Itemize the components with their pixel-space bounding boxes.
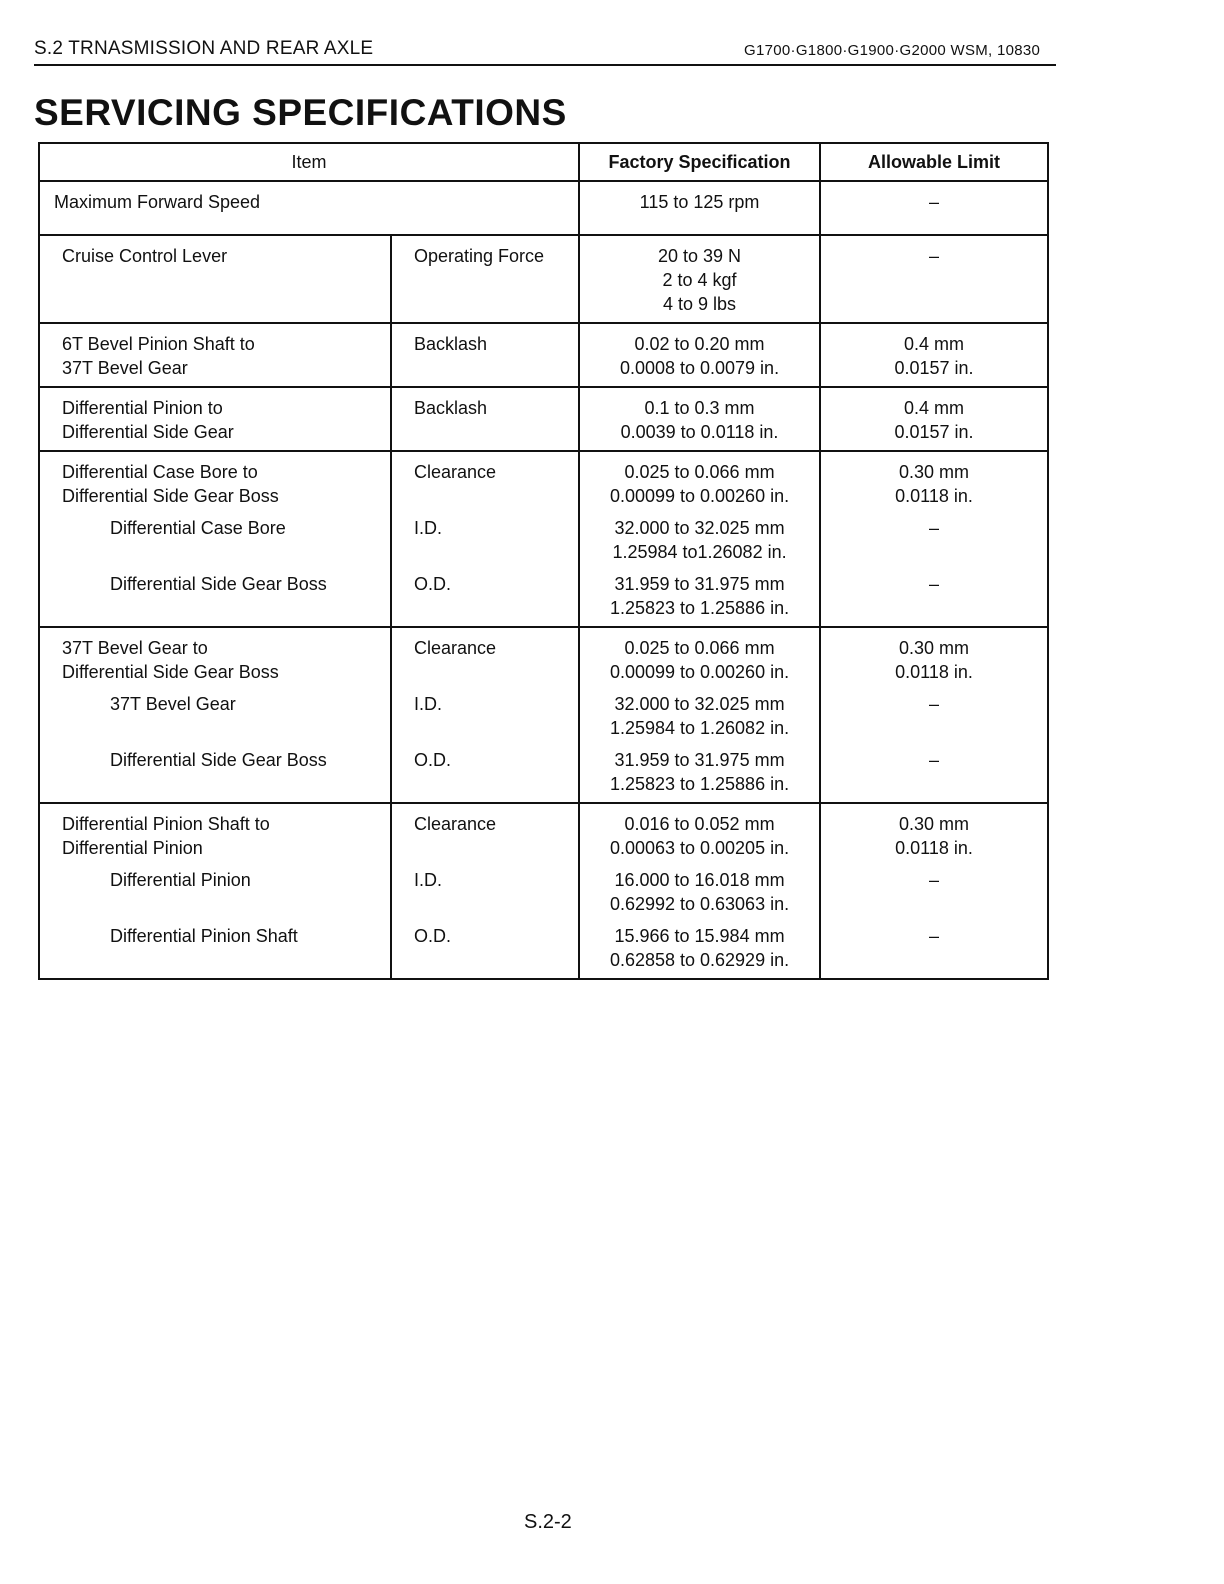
item-text: Differential Side Gear Boss [62, 486, 279, 506]
item-text: 37T Bevel Gear to [62, 638, 208, 658]
item-text: Differential Pinion [62, 838, 203, 858]
allowable-limit-cell [820, 387, 1048, 451]
item-text: Differential Side Gear Boss [62, 662, 279, 682]
parameter-block [414, 460, 572, 508]
header-divider [34, 64, 1056, 66]
factory-specification-text: 2 to 4 kgf [662, 270, 737, 290]
item-text: Differential Side Gear Boss [110, 574, 327, 594]
factory-specification-block [584, 636, 815, 684]
factory-specification-block [584, 692, 815, 740]
item-text: Differential Pinion Shaft [110, 926, 298, 946]
allowable-limit-text: 0.0118 in. [895, 838, 973, 858]
factory-specification-block [584, 812, 815, 860]
allowable-limit-block [825, 748, 1043, 796]
item-text: Cruise Control Lever [62, 246, 228, 266]
factory-specification-text: 0.02 to 0.20 mm [634, 334, 765, 354]
allowable-limit-text: – [929, 518, 940, 538]
parameter-block [414, 516, 572, 564]
factory-specification-text: 32.000 to 32.025 mm [614, 694, 785, 714]
factory-specification-text: 0.00099 to 0.00260 in. [609, 662, 790, 682]
factory-specification-cell [579, 323, 820, 387]
item-block [62, 572, 380, 620]
factory-specification-text: 115 to 125 rpm [639, 192, 760, 212]
allowable-limit-text: – [929, 574, 940, 594]
section-header: S.2 TRNASMISSION AND REAR AXLE [34, 38, 374, 59]
factory-specification-cell [579, 627, 820, 803]
factory-specification-text: 1.25984 to 1.26082 in. [609, 718, 790, 738]
allowable-limit-text: – [929, 246, 940, 266]
parameter-cell [391, 387, 579, 451]
page-number: S.2-2 [524, 1511, 572, 1533]
item-cell [39, 323, 391, 387]
item-block [62, 748, 380, 796]
allowable-limit-block [825, 460, 1043, 508]
model-header: G1700·G1800·G1900·G2000 WSM, 10830 [744, 42, 1041, 59]
factory-specification-cell [579, 803, 820, 979]
factory-specification-cell [579, 181, 820, 235]
parameter-cell [391, 451, 579, 627]
factory-specification-text: 16.000 to 16.018 mm [614, 870, 785, 890]
factory-specification-text: 0.00063 to 0.00205 in. [609, 838, 790, 858]
parameter-cell [391, 323, 579, 387]
allowable-limit-text: 0.30 mm [899, 638, 970, 658]
item-cell [39, 181, 579, 235]
item-column-header: Item [39, 143, 579, 181]
factory-specification-cell [579, 451, 820, 627]
factory-specification-text: 0.62992 to 0.63063 in. [609, 894, 790, 914]
item-block [62, 460, 380, 508]
factory-specification-cell [579, 387, 820, 451]
factory-specification-text: 0.00099 to 0.00260 in. [609, 486, 790, 506]
item-text: Differential Pinion [110, 870, 251, 890]
table-body [39, 181, 1048, 979]
item-block [62, 636, 380, 684]
item-block [62, 812, 380, 860]
allowable-limit-text: 0.4 mm [904, 398, 965, 418]
parameter-block [414, 868, 572, 916]
item-cell [39, 803, 391, 979]
allowable-limit-text: 0.0157 in. [894, 422, 974, 442]
parameter-block [414, 636, 572, 684]
parameter-text: Backlash [414, 334, 488, 354]
factory-specification-cell [579, 235, 820, 323]
factory-specification-column-header: Factory Specification [579, 143, 820, 181]
factory-specification-text: 0.0039 to 0.0118 in. [620, 422, 779, 442]
factory-specification-text: 32.000 to 32.025 mm [614, 518, 785, 538]
factory-specification-text: 0.025 to 0.066 mm [624, 638, 775, 658]
factory-specification-text: 1.25823 to 1.25886 in. [609, 598, 790, 618]
parameter-text: I.D. [414, 694, 443, 714]
parameter-text: O.D. [414, 574, 452, 594]
table-row [39, 627, 1048, 803]
item-text: Differential Side Gear Boss [110, 750, 327, 770]
factory-specification-block [584, 516, 815, 564]
item-text: Differential Pinion Shaft to [62, 814, 270, 834]
parameter-cell [391, 627, 579, 803]
parameter-text: O.D. [414, 926, 452, 946]
allowable-limit-block [825, 572, 1043, 620]
parameter-cell [391, 803, 579, 979]
table-row [39, 387, 1048, 451]
factory-specification-text: 1.25823 to 1.25886 in. [609, 774, 790, 794]
item-cell [39, 235, 391, 323]
item-text: Differential Case Bore [110, 518, 286, 538]
table-row [39, 451, 1048, 627]
table-row [39, 235, 1048, 323]
table-row [39, 803, 1048, 979]
factory-specification-block [584, 868, 815, 916]
parameter-block [414, 572, 572, 620]
factory-specification-text: 0.016 to 0.052 mm [624, 814, 775, 834]
factory-specification-text: 31.959 to 31.975 mm [614, 750, 785, 770]
factory-specification-text: 0.025 to 0.066 mm [624, 462, 775, 482]
allowable-limit-text: 0.30 mm [899, 814, 970, 834]
table-row [39, 181, 1048, 235]
allowable-limit-text: – [929, 926, 940, 946]
parameter-text: Backlash [414, 398, 488, 418]
allowable-limit-text: 0.0118 in. [895, 486, 973, 506]
factory-specification-text: 4 to 9 lbs [662, 294, 737, 314]
allowable-limit-block [825, 692, 1043, 740]
allowable-limit-cell [820, 803, 1048, 979]
allowable-limit-cell [820, 451, 1048, 627]
parameter-text: I.D. [414, 870, 443, 890]
parameter-block [414, 812, 572, 860]
parameter-block [414, 748, 572, 796]
item-text: 37T Bevel Gear [110, 694, 236, 714]
allowable-limit-text: 0.30 mm [899, 462, 970, 482]
allowable-limit-text: 0.0118 in. [895, 662, 973, 682]
parameter-text: Clearance [414, 462, 497, 482]
factory-specification-text: 0.1 to 0.3 mm [644, 398, 755, 418]
allowable-limit-text: 0.0157 in. [894, 358, 974, 378]
item-text: Differential Case Bore to [62, 462, 258, 482]
item-cell [39, 387, 391, 451]
factory-specification-block [584, 460, 815, 508]
allowable-limit-block [825, 636, 1043, 684]
factory-specification-text: 0.0008 to 0.0079 in. [619, 358, 780, 378]
parameter-text: Clearance [414, 638, 497, 658]
item-cell [39, 627, 391, 803]
allowable-limit-block [825, 516, 1043, 564]
allowable-limit-text: – [929, 694, 940, 714]
parameter-text: Operating Force [414, 246, 545, 266]
item-block [62, 516, 380, 564]
factory-specification-block [584, 924, 815, 972]
allowable-limit-block [825, 924, 1043, 972]
item-text: Differential Pinion to [62, 398, 223, 418]
item-cell [39, 451, 391, 627]
servicing-specifications-table [38, 142, 1049, 980]
allowable-limit-column-header: Allowable Limit [820, 143, 1048, 181]
allowable-limit-block [825, 812, 1043, 860]
factory-specification-text: 31.959 to 31.975 mm [614, 574, 785, 594]
item-text: Differential Side Gear [62, 422, 234, 442]
allowable-limit-block [825, 868, 1043, 916]
item-block [62, 692, 380, 740]
parameter-block [414, 692, 572, 740]
item-block [62, 868, 380, 916]
allowable-limit-cell [820, 627, 1048, 803]
parameter-text: O.D. [414, 750, 452, 770]
allowable-limit-cell [820, 235, 1048, 323]
parameter-cell [391, 235, 579, 323]
page-title: SERVICING SPECIFICATIONS [34, 92, 567, 133]
factory-specification-text: 20 to 39 N [657, 246, 742, 266]
item-text: Maximum Forward Speed [54, 192, 261, 212]
item-text: 6T Bevel Pinion Shaft to [62, 334, 255, 354]
factory-specification-block [584, 572, 815, 620]
factory-specification-text: 15.966 to 15.984 mm [614, 926, 785, 946]
item-text: 37T Bevel Gear [62, 358, 188, 378]
item-block [62, 924, 380, 972]
allowable-limit-cell [820, 181, 1048, 235]
parameter-text: Clearance [414, 814, 497, 834]
allowable-limit-text: – [929, 192, 940, 212]
allowable-limit-text: – [929, 750, 940, 770]
table-header-row [39, 143, 1048, 181]
allowable-limit-text: – [929, 870, 940, 890]
allowable-limit-text: 0.4 mm [904, 334, 965, 354]
table-row [39, 323, 1048, 387]
factory-specification-block [584, 748, 815, 796]
factory-specification-text: 1.25984 to1.26082 in. [612, 542, 787, 562]
allowable-limit-cell [820, 323, 1048, 387]
factory-specification-text: 0.62858 to 0.62929 in. [609, 950, 790, 970]
parameter-text: I.D. [414, 518, 443, 538]
parameter-block [414, 924, 572, 972]
